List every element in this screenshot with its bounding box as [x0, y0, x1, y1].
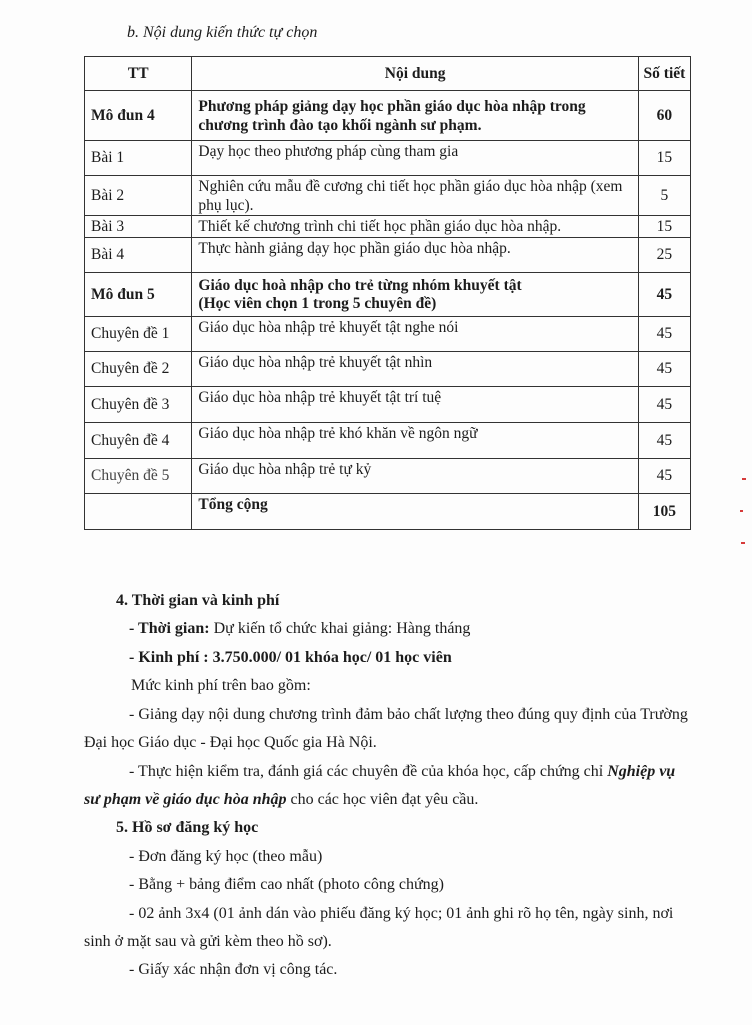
row-content: Giáo dục hòa nhập trẻ khuyết tật trí tuệ [192, 387, 638, 423]
row-hours: 45 [638, 459, 690, 494]
row-tt: Bài 3 [85, 216, 192, 238]
fee-item-2b [84, 791, 478, 809]
row-hours: 45 [638, 273, 690, 317]
row-hours: 60 [638, 91, 690, 141]
row-tt: Chuyên đề 2 [85, 352, 192, 387]
row-hours: 15 [638, 141, 690, 176]
row-tt: Bài 2 [85, 176, 192, 216]
row-hours: 45 [638, 387, 690, 423]
table-row [85, 423, 691, 459]
row-content: Dạy học theo phương pháp cùng tham gia [192, 141, 638, 176]
row-hours: 45 [638, 317, 690, 352]
doc-item-2: - Bằng + bảng điểm cao nhất (photo công chứng) [129, 876, 444, 893]
row-tt-text: Mô đun 5 [91, 285, 155, 303]
table-header-row [85, 57, 691, 91]
row-content: Nghiên cứu mẫu đề cương chi tiết học phần giáo dục hòa nhập (xem phụ lục). [192, 176, 638, 216]
total-hours: 105 [638, 494, 690, 530]
row-hours: 45 [638, 423, 690, 459]
section4-time [129, 620, 470, 638]
table-row [85, 141, 691, 176]
time-label: - Thời gian: [129, 620, 210, 637]
doc-item-3a: - 02 ảnh 3x4 (01 ảnh dán vào phiếu đăng ký học; 01 ảnh ghi rõ họ tên, ngày sinh, nơi [129, 905, 674, 922]
certificate-name-2: sư phạm về giáo dục hòa nhập [84, 791, 287, 808]
section4-heading: 4. Thời gian và kinh phí [116, 592, 280, 609]
fee-item-1b: Đại học Giáo dục - Đại học Quốc gia Hà Nội. [84, 734, 377, 751]
table-row [85, 352, 691, 387]
row-tt: Chuyên đề 4 [85, 423, 192, 459]
fee-item-2-end: cho các học viên đạt yêu cầu. [286, 791, 479, 808]
doc-item-1: - Đơn đăng ký học (theo mẫu) [129, 848, 323, 865]
section5-heading: 5. Hồ sơ đăng ký học [116, 819, 259, 836]
row-content: Giáo dục hòa nhập trẻ khuyết tật nhìn [192, 352, 638, 387]
row-content [192, 273, 638, 317]
row-hours: 5 [638, 176, 690, 216]
fee-item-2-text: - Thực hiện kiểm tra, đánh giá các chuyên đề của khóa học, cấp chứng chỉ [129, 763, 608, 780]
row-tt: Chuyên đề 3 [85, 387, 192, 423]
row-tt: Bài 4 [85, 238, 192, 273]
row-content: Phương pháp giảng dạy học phần giáo dục hòa nhập trong chương trình đào tạo khối ngành sư phạm. [192, 91, 638, 141]
fee-item-1a: - Giảng dạy nội dung chương trình đảm bảo chất lượng theo đúng quy định của Trường [129, 706, 688, 723]
row-hours: 45 [638, 352, 690, 387]
fee-item-2a [129, 763, 675, 781]
header-tt: TT [85, 57, 192, 91]
row-tt: Chuyên đề 5 [85, 459, 192, 494]
table-row [85, 317, 691, 352]
row-tt: Bài 1 [85, 141, 192, 176]
table-row [85, 387, 691, 423]
row-hours: 25 [638, 238, 690, 273]
row-content: Thực hành giảng dạy học phần giáo dục hòa nhập. [192, 238, 638, 273]
header-hours: Số tiết [638, 57, 690, 91]
row-content-line1: Giáo dục hoà nhập cho trẻ từng nhóm khuyết tật [198, 276, 522, 294]
scan-artifact-marks [736, 470, 748, 580]
table-row [85, 459, 691, 494]
table-row [85, 176, 691, 216]
doc-item-4: - Giấy xác nhận đơn vị công tác. [129, 961, 338, 978]
row-hours: 15 [638, 216, 690, 238]
row-content-line2: (Học viên chọn 1 trong 5 chuyên đề) [198, 294, 437, 312]
total-label: Tổng cộng [192, 494, 638, 530]
table-row [85, 216, 691, 238]
row-content: Thiết kế chương trình chi tiết học phần giáo dục hòa nhập. [192, 216, 638, 238]
table-row [85, 273, 691, 317]
fee-includes: Mức kinh phí trên bao gồm: [131, 677, 311, 694]
row-tt: Chuyên đề 1 [85, 317, 192, 352]
row-tt [85, 494, 192, 530]
curriculum-table [84, 56, 691, 530]
doc-item-3b: sinh ở mặt sau và gửi kèm theo hồ sơ). [84, 933, 332, 950]
row-content: Giáo dục hòa nhập trẻ tự kỷ [192, 459, 638, 494]
header-content: Nội dung [192, 57, 638, 91]
row-tt: Mô đun 4 [85, 91, 192, 141]
row-content: Giáo dục hòa nhập trẻ khó khăn về ngôn ngữ [192, 423, 638, 459]
table-row [85, 238, 691, 273]
table-total-row [85, 494, 691, 530]
table-row [85, 91, 691, 141]
section-b-title: b. Nội dung kiến thức tự chọn [127, 24, 318, 41]
row-content: Giáo dục hòa nhập trẻ khuyết tật nghe nói [192, 317, 638, 352]
certificate-name-1: Nghiệp vụ [607, 763, 676, 780]
row-tt [85, 273, 192, 317]
time-value: Dự kiến tổ chức khai giảng: Hàng tháng [209, 620, 471, 637]
section4-fee: - Kinh phí : 3.750.000/ 01 khóa học/ 01 học viên [129, 649, 452, 666]
